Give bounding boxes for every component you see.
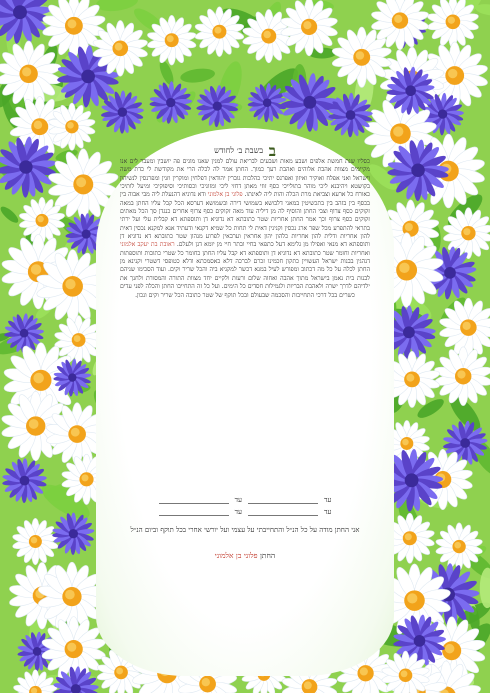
daisy-flower [427, 0, 480, 48]
witness-label-1b: עד [234, 496, 242, 504]
groom-declaration: אני החתן מודה על כל הנ״ל והתחייבתי על עצמי ועל יורשי אחרי בכל תוקף וביום הנ״ל [130, 526, 360, 534]
opening-text: בשבת ב׳ לחודש [214, 146, 264, 155]
witness-line-2 [248, 506, 318, 516]
opening-line [118, 142, 372, 160]
witness-label-1: עד [324, 496, 332, 504]
daisy-flower [434, 347, 490, 406]
daisy-flower [443, 208, 490, 259]
witness-line-1 [248, 494, 318, 504]
groom-label: החתן [259, 551, 276, 560]
paragraph-4: ועל כל זה התחייבו החתן והכלה לפני עדים כשרים בכל דרכי התחייבות והסכמה שבעולם ובכל תוקף של שטר כתובה הכל שריר וקים ונכון. [120, 283, 355, 299]
groom-signature-name: פלוני בן אלמוני [214, 551, 258, 560]
ketubah-text [118, 140, 372, 562]
witness-row-2 [118, 506, 372, 518]
witness-label-2b: עד [234, 508, 242, 516]
cornflower-flower [149, 81, 192, 124]
paragraph-1: כסליו שנת חמשת אלפים ושבע מאות ושבעים לבריאת עולם למנין שאנו מונים פה יושבין ומעבר לים אנו מקיימים מצוות אהבת אלוהים ואהבת רעך כמוך. החתן אמר לה לכלה הרי את מקודשת לי כדת משה וישראל ואני אפלח ואוקיר ואיזון ואפרנס יתיכי כהלכות גוברין יהודאין דפלחין ומוקרין וזנין ומפרנסין לנשיהון בקושטא ויהיבנא ליכי מוהר בתולייכי כסף זוזי מאתן דחזי ליכי ומזוניכי וכסותיכי וסיפוקיכי ומיעל לותיכי כאורח כל ארעא וצביאת מרת הכלה והות ליה לאינתו. [120, 158, 370, 199]
paragraph-3: ואחריות וחומר שטר כתובתא דא נדוניא דן ותוספתא דא קבל עליו החתן כחומר כל שטרי כתובות ותוספתות דנהגין בבנות ישראל העשויין כתקון חכמינו זכרם לברכה דלא כאסמכתא ודלא כטופסי דשטרי וקנינא מן החתן לכלה על כל מה דכתוב ומפורש לעיל במנא דכשר למקניא ביה והכל שריר וקים. ועוד הסכימו שניהם לבנות בית נאמן בישראל מתוך אהבה ואחוה שלום ורעות ולקיים יחד מצוות התורה והמסורת ולחנך את ילדיהם לדרך ישרה ולאהבת הבריות ולגמילות חסדים כל הימים. [120, 249, 370, 291]
witness-label-2: עד [324, 508, 332, 516]
groom-signature [118, 550, 372, 562]
paragraph-2: ודא נדוניא דהנעלת ליה מבי אבוה בין בכסף בין בזהב בין בתכשיטין במאני דלבושא בשמושי דירה ובשמושא דערסא הכל קבל עליו החתן במאה זקוקים כסף צרוף וצבי החתן והוסיף לה מן דיליה עוד מאה זקוקים כסף צרוף אחרים כנגדן סך הכל מאתים זקוקים כסף צרוף וכך אמר החתן אחריות שטר כתובתא דא נדוניא דן ותוספתא דא קבלית עלי ועל ירתי בתראי להתפרע מכל שפר ארג נכסין וקנינין דאית לי תחות כל שמיא דקנאי ודעתיד אנא למקנא נכסין דאית להון אחריות ודלית להון אחריות כלהון יהון אחראין וערבאין לפרוע מנהון שטר כתובתא דא נדוניא דן ותוספתא דא מנאי ואפילו מן גלימא דעל כתפאי בחיי ובתר חיי מן יומא דנן ולעלם. [120, 191, 370, 249]
ketubah-body [120, 158, 370, 488]
signature-area [118, 494, 372, 562]
cornflower-flower [2, 458, 47, 503]
witness-line-2b [159, 506, 229, 516]
daisy-flower [12, 518, 59, 564]
cornflower-flower [52, 513, 95, 555]
dropcap: ב [268, 142, 276, 160]
witness-line-1b [159, 494, 229, 504]
bride-name: ראובת בת יעקב אלמוני [120, 241, 175, 249]
witness-row-1 [118, 494, 372, 506]
groom-name: פלוני בן אלמוני [207, 191, 243, 199]
daisy-flower [13, 670, 58, 693]
daisy-flower [280, 0, 338, 56]
